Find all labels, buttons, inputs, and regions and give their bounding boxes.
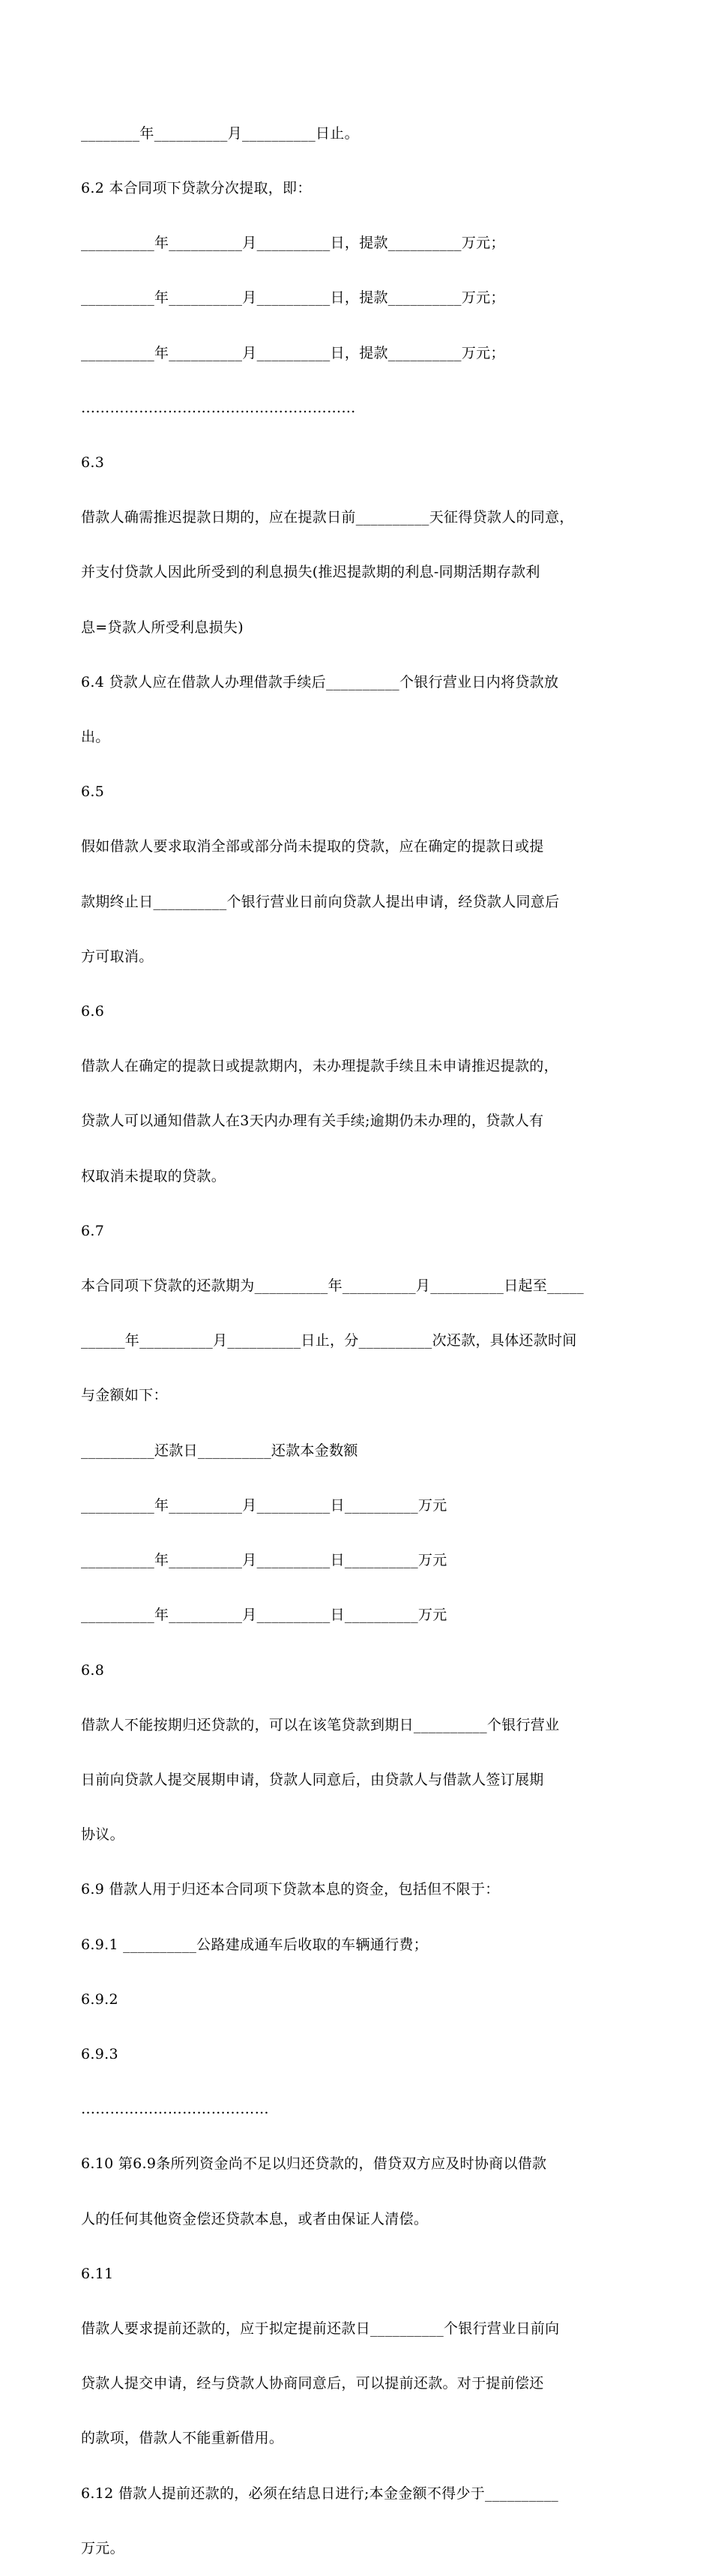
text-line: 权取消未提取的贷款。 <box>81 1167 226 1185</box>
text-line: __________年__________月__________日，提款__________万元； <box>81 235 505 252</box>
text-line: 贷款人可以通知借款人在3天内办理有关手续;逾期仍未办理的，贷款人有 <box>81 1113 544 1130</box>
text-line: 6.2 本合同项下贷款分次提取，即： <box>81 180 312 197</box>
text-line: 款期终止日__________个银行营业日前向贷款人提出申请，经贷款人同意后 <box>81 893 560 910</box>
text-line: 万元。 <box>81 2539 124 2557</box>
text-line: ________年__________月__________日止。 <box>81 124 359 142</box>
text-line: 息=贷款人所受利息损失) <box>81 619 244 636</box>
text-line: 6.3 <box>81 454 105 472</box>
document-page <box>81 88 632 2576</box>
text-line: 6.9 借款人用于归还本合同项下贷款本息的资金，包括但不限于： <box>81 1881 500 1898</box>
text-line: __________还款日__________还款本金数额 <box>81 1442 358 1459</box>
text-line: ………………………………… <box>81 2101 269 2118</box>
text-line: 6.9.1 __________公路建成通车后收取的车辆通行费； <box>81 1936 428 1953</box>
text-line: 6.9.2 <box>81 1990 118 2008</box>
text-line: 协议。 <box>81 1826 124 1844</box>
text-line: __________年__________月__________日，提款__________万元； <box>81 344 505 361</box>
text-line: 6.11 <box>81 2265 114 2282</box>
text-line: __________年__________月__________日__________万元 <box>81 1496 447 1514</box>
text-line: ______年__________月__________日止，分__________次还款，具体还款时间 <box>81 1332 577 1349</box>
text-line: 借款人要求提前还款的，应于拟定提前还款日__________个银行营业日前向 <box>81 2320 560 2337</box>
text-line: 并支付贷款人因此所受到的利息损失(推迟提款期的利息-同期活期存款利 <box>81 564 540 581</box>
text-line: __________年__________月__________日__________万元 <box>81 1607 447 1624</box>
text-line: 方可取消。 <box>81 948 154 965</box>
text-line: __________年__________月__________日，提款__________万元； <box>81 289 505 307</box>
text-line: 的款项，借款人不能重新借用。 <box>81 2430 284 2447</box>
text-line: 6.5 <box>81 783 105 801</box>
text-line: __________年__________月__________日__________万元 <box>81 1552 447 1569</box>
text-line: ………………………………………………… <box>81 399 356 416</box>
text-line: 6.4 贷款人应在借款人办理借款手续后__________个银行营业日内将贷款放 <box>81 673 559 690</box>
text-line: 6.9.3 <box>81 2045 118 2062</box>
text-line: 贷款人提交申请，经与贷款人协商同意后，可以提前还款。对于提前偿还 <box>81 2375 544 2392</box>
text-line: 6.12 借款人提前还款的，必须在结息日进行;本金金额不得少于__________ <box>81 2485 559 2502</box>
text-line: 6.10 第6.9条所列资金尚不足以归还贷款的，借贷双方应及时协商以借款 <box>81 2155 547 2173</box>
text-line: 6.7 <box>81 1222 105 1239</box>
text-line: 本合同项下贷款的还款期为__________年__________月__________日起至_____ <box>81 1278 585 1295</box>
text-line: 出。 <box>81 729 110 746</box>
text-line: 借款人确需推迟提款日期的，应在提款日前__________天征得贷款人的同意， <box>81 509 574 526</box>
text-line: 与金额如下： <box>81 1387 168 1404</box>
text-line: 6.6 <box>81 1003 105 1020</box>
text-line: 借款人在确定的提款日或提款期内，未办理提款手续且未申请推迟提款的， <box>81 1058 558 1075</box>
text-line: 人的任何其他资金偿还贷款本息，或者由保证人清偿。 <box>81 2210 429 2227</box>
text-line: 6.8 <box>81 1661 105 1679</box>
text-line: 假如借款人要求取消全部或部分尚未提取的贷款，应在确定的提款日或提 <box>81 838 544 855</box>
text-line: 日前向贷款人提交展期申请，贷款人同意后，由贷款人与借款人签订展期 <box>81 1771 544 1788</box>
text-line: 借款人不能按期归还贷款的，可以在该笔贷款到期日__________个银行营业 <box>81 1716 560 1733</box>
